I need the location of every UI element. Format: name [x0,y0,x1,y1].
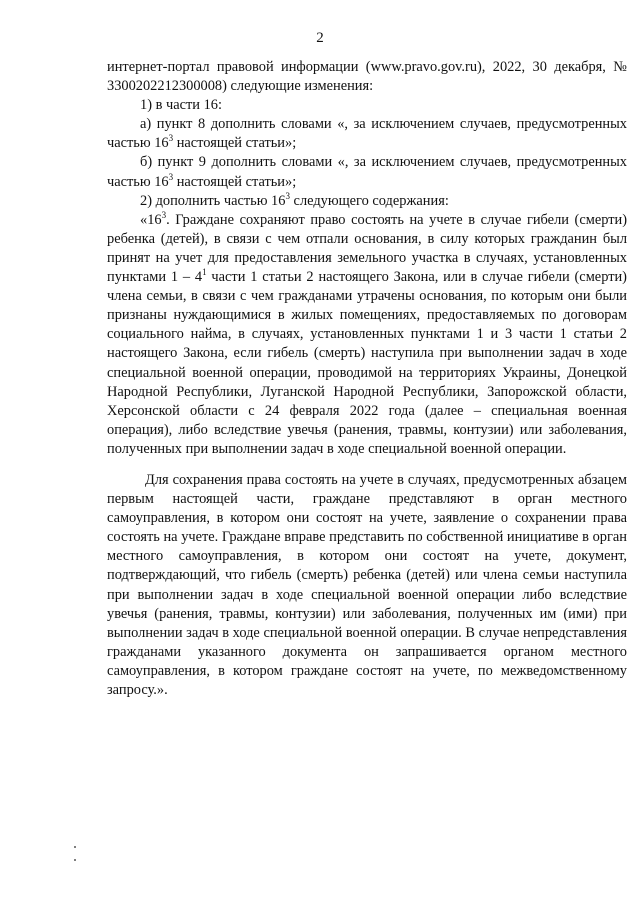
superscript-3: 3 [168,133,174,144]
document-body [107,58,627,700]
subitem-b [107,153,627,191]
superscript-3: 3 [285,190,290,201]
subitem-a [107,115,627,153]
superscript-3: 3 [161,209,167,220]
page-number: 2 [316,30,324,46]
item-2-end: следующего содержания: [289,192,449,209]
subitem-a-text: а) пункт 8 дополнить словами «, за исключением случаев, предусмотренных частью 16 [107,116,627,152]
intro-paragraph: интернет-портал правовой информации (www.pravo.gov.ru), 2022, 30 декабря, № 3300202212300008) следующие изменения: [107,59,627,95]
subitem-b-text: б) пункт 9 дополнить словами «, за исключением случаев, предусмотренных частью 16 [107,154,627,190]
scan-speck [74,859,76,861]
item-1: 1) в части 16: [140,97,222,114]
paragraph-16-3-number: «16 [140,211,162,228]
subitem-a-end: настоящей статьи»; [173,135,297,152]
scan-speck [74,846,76,848]
paragraph-procedure: Для сохранения права состоять на учете в случаях, предусмотренных абзацем первым настоящей части, граждане представляют в орган местного самоуправления, в котором они состоят на учете, заявление о сохранении права состоять на учете. Граждане вправе представить по собственной инициативе в орган местного самоуправления, в котором они состоят на учете, документ, подтверждающий, что гибель (смерть) ребенка (детей) или члена семьи наступила при выполнении задач в ходе специальной военной операции либо вследствие увечья (ранения, травмы, контузии) или заболевания, полученных им (ими) при выполнении задач в ходе специальной военной операции. В случае непредставления гражданами указанного документа он запрашивается органом местного самоуправления, в котором граждане состоят на учете, по межведомственному запросу.». [107,471,627,698]
superscript-3: 3 [168,171,174,182]
superscript-1: 1 [202,267,207,278]
paragraph-16-3-text-a: . Граждане сохраняют право состоять на учете в случае гибели (смерти) ребенка (детей), в связи с чем отпали основания, в силу которых гражданин был принят на учет для предоставления земельного участка в случаях, установленных пунктами 1 – 4 [107,211,627,286]
item-2-text: 2) дополнить частью 16 [140,192,286,209]
subitem-b-end: настоящей статьи»; [173,173,297,190]
item-2 [107,192,627,211]
paragraph-16-3-text-b: части 1 статьи 2 настоящего Закона, или в случае гибели (смерти) члена семьи, в связи с чем гражданами утрачены основания, по которым они были признаны нуждающимися в жилых помещениях, предоставляемых по договорам социального найма, в случаях, установленных пунктами 1 и 3 части 1 статьи 2 настоящего Закона, если гибель (смерть) наступила при выполнении задач в ходе специальной военной операции, проводимой на территориях Украины, Донецкой Народной Республики, Луганской Народной Республики, Запорожской области, Херсонской области с 24 февраля 2022 года (далее – специальная военная операция), либо вследствие увечья (ранения, травмы, контузии) или заболевания, полученных при выполнении задач в ходе специальной военной операции. [107,269,627,457]
paragraph-16-3 [107,211,627,459]
